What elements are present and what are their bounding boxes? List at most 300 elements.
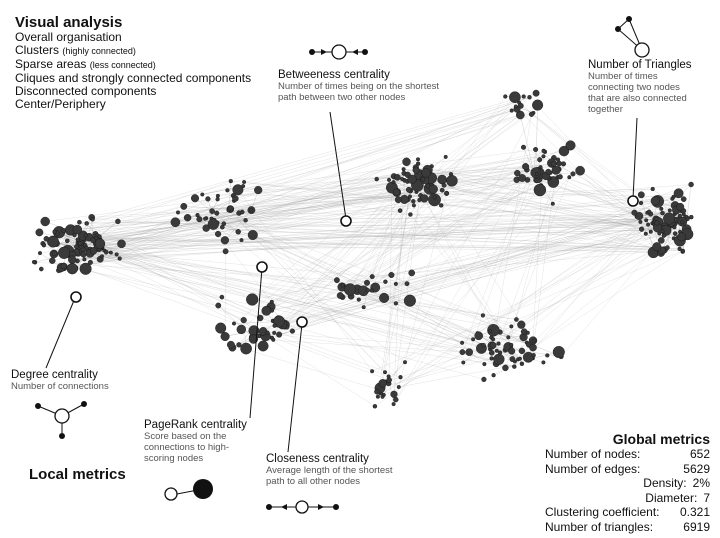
graph-node (523, 352, 533, 362)
pagerank-desc-1: Score based on the (144, 431, 227, 442)
graph-node (215, 323, 226, 334)
graph-node (416, 158, 420, 162)
graph-node (387, 178, 391, 182)
graph-edge (53, 242, 528, 358)
graph-node (673, 226, 677, 230)
graph-node (509, 92, 520, 103)
graph-node (497, 342, 501, 346)
graph-node (658, 237, 664, 243)
graph-node (237, 342, 242, 347)
graph-node (241, 317, 247, 323)
graph-node (403, 360, 407, 364)
graph-node (393, 189, 400, 196)
graph-edge (519, 103, 570, 146)
betweenness-icon (309, 45, 368, 59)
graph-node (402, 167, 406, 171)
graph-node (118, 257, 122, 261)
graph-node (512, 365, 516, 369)
graph-edge (412, 234, 676, 273)
graph-node (662, 233, 666, 237)
graph-node (227, 341, 234, 348)
va-item-text: Clusters (15, 43, 60, 57)
graph-edge (268, 333, 389, 377)
graph-node (210, 209, 215, 214)
graph-node (395, 197, 401, 203)
graph-node (392, 402, 396, 406)
graph-edge (75, 268, 519, 359)
graph-node (394, 174, 400, 180)
graph-node (370, 289, 374, 293)
graph-node (663, 213, 675, 225)
gm-value: 0.321 (679, 505, 710, 519)
graph-node (374, 389, 379, 394)
closeness-icon (266, 501, 339, 513)
graph-node (266, 331, 270, 335)
graph-node (561, 162, 566, 167)
gm-row (545, 505, 710, 520)
graph-node (489, 350, 494, 355)
graph-node (241, 184, 245, 188)
graph-node (196, 213, 200, 217)
graph-node (482, 377, 487, 382)
graph-node (546, 169, 552, 175)
graph-edge (536, 105, 538, 173)
graph-node (518, 357, 522, 361)
graph-node (413, 167, 420, 174)
graph-node (689, 215, 693, 219)
graph-node (422, 168, 431, 177)
graph-node (481, 314, 485, 318)
graph-node (383, 280, 387, 284)
graph-node (510, 325, 514, 329)
graph-node (117, 240, 125, 248)
degree-label: Degree centrality (11, 369, 98, 381)
graph-node (389, 272, 395, 278)
graph-node (226, 188, 230, 192)
graph-node (49, 258, 55, 264)
graph-node (644, 219, 648, 223)
triangles-desc-3: that are also connected (588, 93, 687, 104)
triangles-label: Number of Triangles (588, 59, 692, 71)
local-metrics-title: Local metrics (29, 466, 126, 483)
gm-row (545, 447, 710, 462)
graph-edge (64, 115, 521, 267)
betweenness-desc-1: Number of times being on the shortest (278, 81, 440, 92)
graph-node (532, 339, 536, 343)
graph-node (466, 349, 473, 356)
graph-node (429, 185, 438, 194)
graph-node (519, 348, 525, 354)
graph-node (254, 186, 262, 194)
va-item-text: Sparse areas (15, 57, 87, 71)
graph-node (408, 175, 417, 184)
graph-node (393, 397, 398, 402)
graph-edge (202, 107, 516, 195)
graph-node (545, 354, 549, 358)
graph-node (639, 227, 644, 232)
degree-desc-1: Number of connections (11, 381, 109, 392)
graph-node (557, 161, 562, 166)
graph-node (273, 324, 277, 328)
graph-node (522, 95, 526, 99)
betweenness-node (341, 216, 351, 226)
graph-node (488, 329, 492, 333)
graph-node (38, 251, 42, 255)
graph-node (438, 175, 447, 184)
graph-edge (68, 251, 514, 367)
graph-node (576, 166, 585, 175)
graph-node (514, 170, 520, 176)
graph-node (655, 221, 660, 226)
gm-label: Number of nodes: (545, 447, 641, 461)
graph-node (553, 346, 565, 358)
graph-edge (225, 251, 226, 336)
graph-edge (59, 176, 538, 270)
graph-node (334, 277, 339, 282)
graph-node (100, 254, 104, 258)
graph-node (510, 109, 514, 113)
triangle-icon (615, 16, 649, 57)
graph-node (534, 184, 546, 196)
graph-node (556, 158, 560, 162)
graph-node (383, 370, 387, 374)
graph-node (460, 341, 464, 345)
graph-node (216, 194, 220, 198)
graph-node (551, 202, 555, 206)
triangles-desc-2: connecting two nodes (588, 82, 680, 93)
graph-node (237, 325, 246, 334)
graph-node (375, 177, 379, 181)
graph-node (77, 220, 81, 224)
graph-node (370, 369, 374, 373)
closeness-node (297, 317, 307, 327)
graph-node (272, 331, 276, 335)
graph-node (439, 203, 443, 207)
graph-node (78, 241, 82, 245)
graph-node (240, 238, 244, 242)
graph-node (83, 258, 87, 262)
graph-node (674, 189, 683, 198)
graph-node (341, 283, 345, 287)
graph-node (639, 220, 643, 224)
graph-node (681, 197, 686, 202)
graph-node (208, 219, 219, 230)
graph-node (197, 216, 203, 222)
graph-node (514, 317, 518, 321)
pagerank-icon (165, 479, 213, 500)
graph-edge (72, 229, 666, 260)
degree-node (71, 292, 81, 302)
graph-node (115, 219, 120, 224)
graph-node (660, 211, 664, 215)
graph-node (236, 229, 241, 234)
graph-edge (533, 251, 683, 348)
graph-node (381, 395, 385, 399)
va-item-note: (less connected) (89, 60, 156, 70)
graph-node (74, 244, 78, 248)
graph-node (647, 210, 651, 214)
graph-node (47, 236, 58, 247)
graph-node (44, 236, 49, 241)
graph-node (460, 349, 465, 354)
graph-node (41, 217, 50, 226)
graph-node (442, 183, 446, 187)
graph-node (61, 263, 67, 269)
graph-node (215, 231, 221, 237)
graph-node (53, 230, 57, 234)
graph-node (216, 303, 221, 308)
graph-node (446, 175, 457, 186)
pagerank-node (257, 262, 267, 272)
graph-node (399, 375, 403, 379)
graph-node (242, 180, 246, 184)
graph-node (290, 329, 295, 334)
pagerank-desc-3: scoring nodes (144, 453, 204, 464)
graph-node (529, 344, 536, 351)
graph-node (671, 197, 675, 201)
graph-node (532, 100, 543, 111)
pagerank-desc-2: connections to high- (144, 442, 230, 453)
graph-node (517, 321, 525, 329)
graph-node (552, 166, 561, 175)
graph-node (444, 155, 448, 159)
graph-node (405, 282, 409, 286)
graph-node (408, 195, 412, 199)
graph-node (507, 336, 511, 340)
graph-node (216, 197, 220, 201)
graph-node (532, 353, 536, 357)
va-item (15, 44, 251, 58)
graph-node (373, 404, 377, 408)
gm-row (545, 491, 710, 506)
va-item-text: Overall organisation (15, 30, 122, 44)
graph-node (65, 239, 69, 243)
graph-node (400, 177, 404, 181)
graph-edge (367, 283, 512, 351)
graph-node (244, 218, 248, 222)
graph-node (58, 247, 70, 259)
graph-node (462, 361, 466, 365)
graph-node (651, 197, 660, 206)
graph-node (337, 292, 343, 298)
betweenness-label: Betweeness centrality (278, 69, 390, 81)
graph-node (638, 192, 644, 198)
graph-node (215, 211, 220, 216)
graph-node (526, 331, 530, 335)
gm-value: 652 (689, 447, 710, 461)
graph-node (68, 256, 76, 264)
graph-node (475, 332, 483, 340)
graph-node (668, 209, 672, 213)
va-item-text: Disconnected components (15, 84, 157, 98)
graph-node (184, 214, 191, 221)
graph-node (191, 194, 199, 202)
graph-node (529, 112, 534, 117)
graph-node (653, 242, 662, 251)
graph-node (418, 198, 422, 202)
graph-node (440, 188, 444, 192)
graph-node (370, 274, 375, 279)
graph-node (391, 391, 398, 398)
triangles-node (628, 196, 638, 206)
graph-node (649, 230, 653, 234)
graph-node (404, 295, 416, 307)
pagerank-label: PageRank centrality (144, 419, 247, 431)
graph-node (528, 95, 532, 99)
graph-node (366, 288, 370, 292)
graph-node (276, 332, 282, 338)
graph-node (678, 214, 682, 218)
betweenness-annotation (278, 69, 439, 103)
graph-node (639, 201, 643, 205)
graph-node (568, 175, 572, 179)
graph-node (220, 295, 224, 299)
degree-pointer (46, 298, 75, 368)
graph-node (394, 282, 398, 286)
graph-node (379, 379, 387, 387)
graph-node (421, 177, 425, 181)
graph-node (232, 322, 236, 326)
graph-node (449, 172, 453, 176)
graph-node (433, 196, 437, 200)
graph-node (201, 193, 205, 197)
graph-node (673, 232, 677, 236)
graph-node (566, 141, 576, 151)
graph-node (482, 343, 486, 347)
graph-node (542, 155, 546, 159)
graph-node (539, 165, 543, 169)
graph-node (115, 253, 119, 257)
graph-node (344, 284, 356, 296)
graph-node (522, 163, 529, 170)
gm-label: Number of triangles: (545, 519, 654, 534)
graph-node (537, 157, 542, 162)
graph-node (73, 233, 77, 237)
graph-node (221, 332, 230, 341)
gm-row (545, 520, 710, 535)
graph-node (171, 218, 180, 227)
graph-node (394, 302, 398, 306)
graph-node (665, 246, 669, 250)
closeness-pointer (288, 324, 302, 452)
visual-analysis-panel (15, 14, 251, 111)
va-item-text: Cliques and strongly connected components (15, 71, 252, 85)
graph-edge (492, 114, 532, 352)
graph-node (362, 305, 366, 309)
graph-node (408, 213, 412, 217)
graph-node (508, 348, 515, 355)
graph-node (490, 357, 494, 361)
gm-row (545, 462, 710, 477)
graph-node (571, 172, 576, 177)
graph-node (542, 361, 546, 365)
triangles-annotation (588, 59, 692, 115)
graph-node (272, 338, 276, 342)
graph-node (36, 229, 43, 236)
graph-node (241, 343, 252, 354)
graph-node (514, 105, 518, 109)
graph-node (32, 260, 36, 264)
gm-label: Density: (643, 476, 687, 490)
graph-node (412, 204, 416, 208)
degree-annotation (11, 369, 109, 392)
graph-node (73, 225, 82, 234)
graph-node (176, 211, 180, 215)
gm-label: Number of edges: (545, 461, 641, 476)
graph-node (502, 365, 508, 371)
graph-node (222, 222, 226, 226)
graph-node (403, 158, 411, 166)
closeness-desc-1: Average length of the shortest (266, 465, 393, 476)
graph-node (471, 338, 475, 342)
graph-node (248, 230, 258, 240)
graph-node (660, 207, 664, 211)
graph-node (558, 174, 563, 179)
va-item-note: (highly connected) (62, 46, 136, 56)
graph-edge (100, 244, 263, 332)
graph-node (76, 238, 80, 242)
betweenness-desc-2: path between two other nodes (278, 92, 406, 103)
gm-row (545, 476, 710, 491)
graph-node (379, 293, 389, 303)
gm-value: 7 (703, 490, 710, 505)
graph-node (67, 263, 78, 274)
gm-label: Diameter: (645, 490, 698, 505)
global-metrics-panel (545, 431, 710, 534)
triangles-desc-4: together (588, 104, 623, 115)
graph-node (270, 300, 274, 304)
graph-node (181, 203, 187, 209)
graph-node (678, 247, 682, 251)
graph-node (52, 251, 57, 256)
graph-node (495, 349, 499, 353)
graph-node (376, 395, 380, 399)
graph-node (91, 217, 95, 221)
closeness-annotation (266, 453, 393, 487)
graph-edge (122, 244, 375, 406)
graph-node (533, 90, 539, 96)
graph-node (689, 182, 694, 187)
graph-node (533, 147, 538, 152)
graph-node (491, 338, 495, 342)
triangles-desc-1: Number of times (588, 71, 658, 82)
graph-node (510, 356, 515, 361)
global-metrics-title: Global metrics (612, 431, 710, 447)
graph-node (644, 232, 648, 236)
graph-edge (417, 185, 493, 330)
graph-node (387, 377, 392, 382)
graph-node (90, 247, 97, 254)
graph-node (490, 342, 496, 348)
graph-node (80, 263, 92, 275)
graph-node (483, 362, 487, 366)
graph-node (223, 249, 228, 254)
graph-node (262, 306, 271, 315)
graph-node (420, 195, 428, 203)
graph-node (109, 251, 113, 255)
gm-value: 5629 (683, 461, 710, 476)
graph-node (651, 187, 655, 191)
graph-node (228, 206, 233, 211)
graph-node (646, 223, 650, 227)
graph-node (409, 270, 415, 276)
graph-node (42, 243, 46, 247)
graph-node (503, 95, 507, 99)
graph-node (677, 233, 685, 241)
graph-node (494, 354, 505, 365)
pagerank-annotation (144, 419, 247, 464)
graph-node (392, 180, 396, 184)
